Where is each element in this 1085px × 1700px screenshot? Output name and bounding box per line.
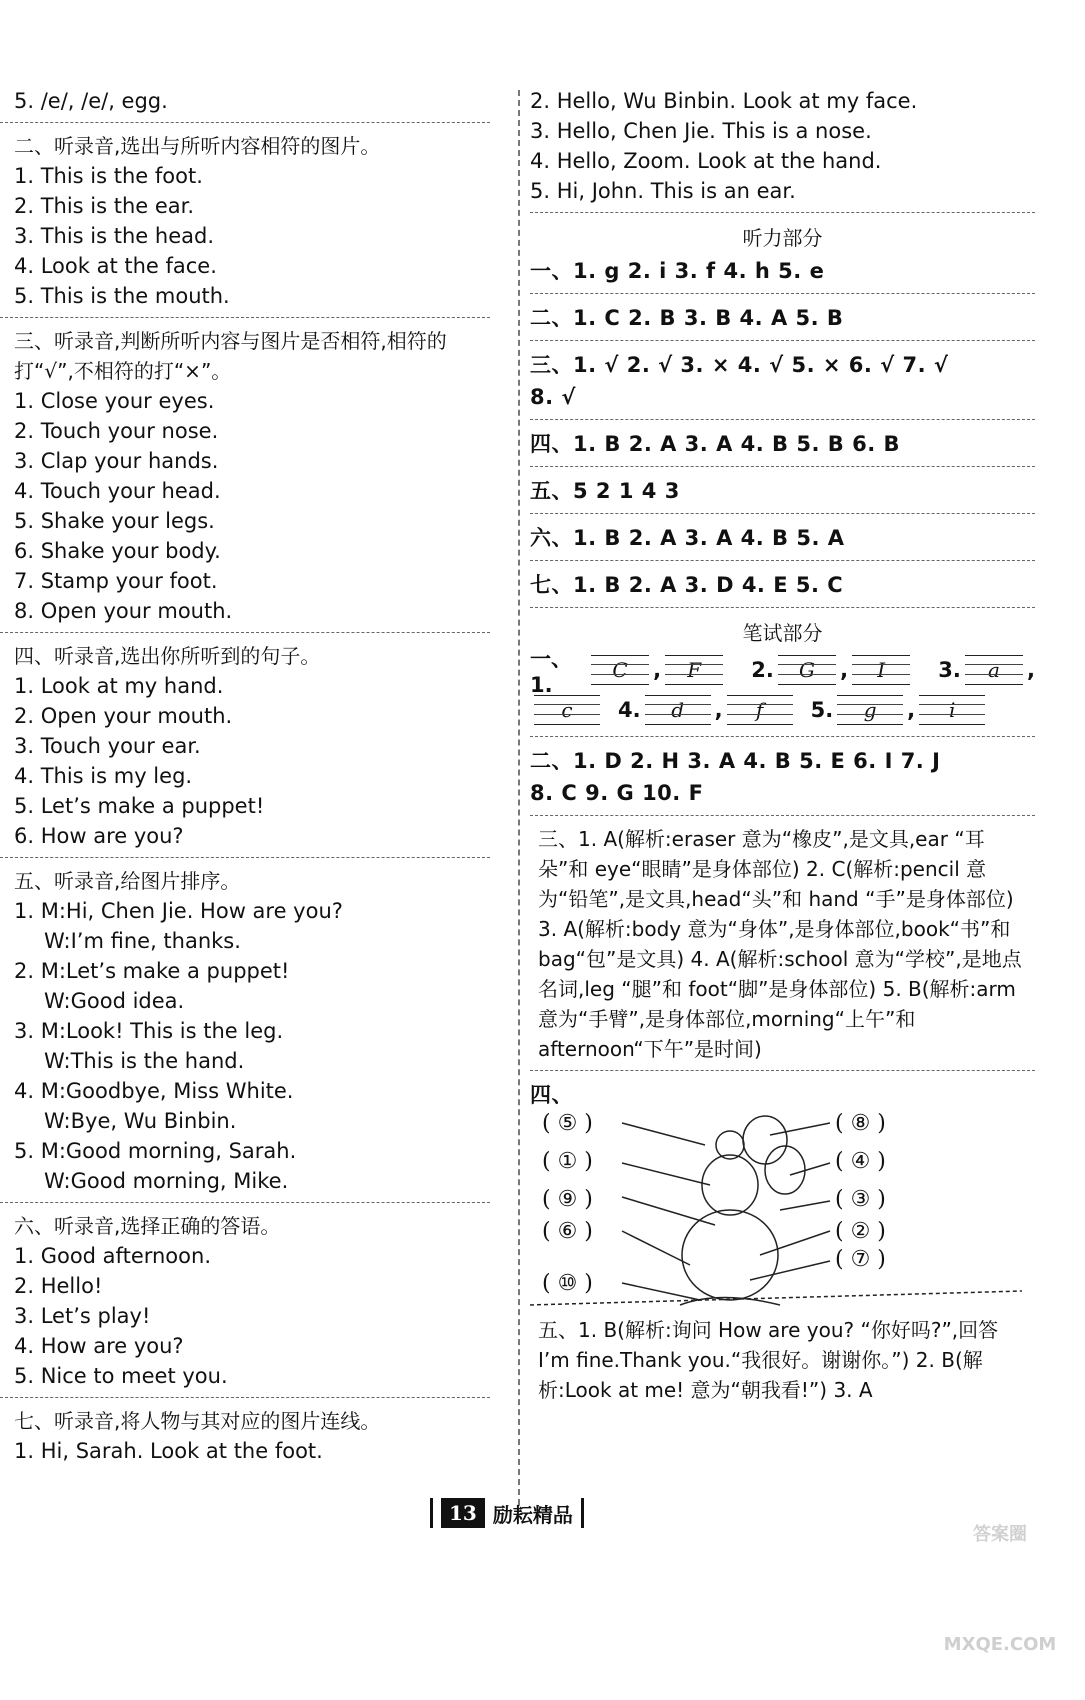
match-left-4: ( ⑥ ) xyxy=(542,1219,593,1244)
section-heading: 六、听录音,选择正确的答语。 xyxy=(14,1214,281,1238)
writing-q1-row1: 一、1. C , F 2. G , I 3. a , xyxy=(530,650,1035,690)
match-right-2: ( ④ ) xyxy=(835,1149,886,1174)
answer-line: 四、1. B 2. A 3. A 4. B 5. B 6. B xyxy=(530,432,900,456)
divider xyxy=(530,513,1035,514)
text-line: 4. Touch your head. xyxy=(14,479,221,503)
divider xyxy=(530,560,1035,561)
writing-q4-label: 四、 xyxy=(530,1083,573,1107)
text-line: W:I’m fine, thanks. xyxy=(44,929,241,953)
handwriting-box: G xyxy=(778,655,836,685)
text-line: 5. Shake your legs. xyxy=(14,509,215,533)
q1-item3-label: 3. xyxy=(938,658,961,682)
column-divider xyxy=(518,90,520,1505)
match-left-3: ( ⑨ ) xyxy=(542,1187,593,1212)
divider xyxy=(530,607,1035,608)
writing-q3: 三、1. A(解析:eraser 意为“橡皮”,是文具,ear “耳朵”和 eye“眼睛”是身体部位) 2. C(解析:pencil 意为“铅笔”,是文具,head“头”和 hand “手”是身体部位) 3. A(解析:body 意为“身体”,是身体部位,book“书”和 bag“包”是文具) 4. A(解析:school 意为“学校”,是地点名词,leg “腿”和 foot“脚”是身体部位) 5. B(解析:arm 意为“手臂”,是身体部位,morning“上午”和 afternoon“下午”是时间) xyxy=(538,827,1022,1061)
divider xyxy=(0,122,490,123)
text-line: 1. Look at my hand. xyxy=(14,674,224,698)
text-line: 4. This is my leg. xyxy=(14,764,193,788)
text-line: 6. Shake your body. xyxy=(14,539,221,563)
text-line: 2. This is the ear. xyxy=(14,194,195,218)
text-line: 5. Let’s make a puppet! xyxy=(14,794,265,818)
answer-line: 五、5 2 1 4 3 xyxy=(530,479,680,503)
q1-item4-label: 4. xyxy=(618,698,641,722)
section-heading: 五、听录音,给图片排序。 xyxy=(14,869,241,893)
answer-line: 8. √ xyxy=(530,385,576,409)
page-footer xyxy=(430,1496,630,1530)
text-line: 4. Look at the face. xyxy=(14,254,217,278)
writing-q5: 五、1. B(解析:询问 How are you? “你好吗?”,回答 I’m fine.Thank you.“我很好。谢谢你。”) 2. B(解析:Look at me! 意为“朝我看!”) 3. A xyxy=(538,1318,999,1402)
text-line: 3. Hello, Chen Jie. This is a nose. xyxy=(530,119,872,143)
text-line: 4. M:Goodbye, Miss White. xyxy=(14,1079,294,1103)
divider xyxy=(530,1070,1035,1071)
divider xyxy=(530,212,1035,213)
section-heading: 七、听录音,将人物与其对应的图片连线。 xyxy=(14,1409,381,1433)
answer-line: 七、1. B 2. A 3. D 4. E 5. C xyxy=(530,573,844,597)
text-line: 4. Hello, Zoom. Look at the hand. xyxy=(530,149,882,173)
divider xyxy=(0,1397,490,1398)
handwriting-box: C xyxy=(591,655,649,685)
match-left-1: ( ⑤ ) xyxy=(542,1111,593,1136)
answer-line: 六、1. B 2. A 3. A 4. B 5. A xyxy=(530,526,845,550)
handwriting-box: F xyxy=(665,655,723,685)
handwriting-box: I xyxy=(852,655,910,685)
text-line: 5. This is the mouth. xyxy=(14,284,230,308)
text-line: 4. How are you? xyxy=(14,1334,184,1358)
writing-q1-row2: c 4. d , f 5. g , i xyxy=(530,690,1035,730)
text-line: 2. Hello! xyxy=(14,1274,103,1298)
clown-illustration xyxy=(530,1115,1035,1315)
match-left-2: ( ① ) xyxy=(542,1149,593,1174)
text-line: 1. Hi, Sarah. Look at the foot. xyxy=(14,1439,323,1463)
handwriting-box: i xyxy=(919,695,985,725)
right-top-lines xyxy=(530,86,1035,206)
watermark: 答案圈 MXQE.COM xyxy=(943,1524,1057,1655)
text-line: 3. Let’s play! xyxy=(14,1304,151,1328)
divider xyxy=(0,1202,490,1203)
brand-name: 励耘精品 xyxy=(492,1502,573,1527)
divider xyxy=(530,340,1035,341)
writing-title: 笔试部分 xyxy=(742,621,823,645)
handwriting-box: c xyxy=(534,695,600,725)
divider xyxy=(0,632,490,633)
answer-line: 一、1. g 2. i 3. f 4. h 5. e xyxy=(530,259,825,283)
answer-line: 二、1. C 2. B 3. B 4. A 5. B xyxy=(530,306,844,330)
text-line: 1. M:Hi, Chen Jie. How are you? xyxy=(14,899,343,923)
divider xyxy=(530,466,1035,467)
text-line: W:Good idea. xyxy=(44,989,185,1013)
text-line: 6. How are you? xyxy=(14,824,184,848)
footer-bar-left xyxy=(430,1498,433,1528)
text-line: 2. Hello, Wu Binbin. Look at my face. xyxy=(530,89,918,113)
section-heading: 三、听录音,判断所听内容与图片是否相符,相符的 xyxy=(14,329,447,353)
left-column xyxy=(0,86,510,1466)
listening-answers xyxy=(530,255,1035,608)
text-line: 5. Nice to meet you. xyxy=(14,1364,228,1388)
text-line: 2. M:Let’s make a puppet! xyxy=(14,959,290,983)
match-right-1: ( ⑧ ) xyxy=(835,1111,886,1136)
divider xyxy=(0,857,490,858)
handwriting-box: f xyxy=(727,695,793,725)
handwriting-box: g xyxy=(837,695,903,725)
handwriting-box: a xyxy=(965,655,1023,685)
text-line: 1. This is the foot. xyxy=(14,164,203,188)
divider xyxy=(530,815,1035,816)
listening-title: 听力部分 xyxy=(742,226,823,250)
writing-q2-line1: 二、1. D 2. H 3. A 4. B 5. E 6. I 7. J xyxy=(530,749,941,773)
section-heading: 二、听录音,选出与所听内容相符的图片。 xyxy=(14,134,381,158)
footer-bar-right xyxy=(581,1498,584,1528)
text-line: 2. Open your mouth. xyxy=(14,704,233,728)
text-line: 3. M:Look! This is the leg. xyxy=(14,1019,284,1043)
page-number: 13 xyxy=(441,1498,485,1528)
text-line: 1. Good afternoon. xyxy=(14,1244,211,1268)
right-column xyxy=(530,86,1035,1405)
q1-item5-label: 5. xyxy=(810,698,834,722)
text-line: 5. M:Good morning, Sarah. xyxy=(14,1139,297,1163)
answer-line: 三、1. √ 2. √ 3. × 4. √ 5. × 6. √ 7. √ xyxy=(530,353,949,377)
section-heading: 打“√”,不相符的打“×”。 xyxy=(14,359,232,383)
divider xyxy=(530,293,1035,294)
text-line: 1. Close your eyes. xyxy=(14,389,215,413)
text-line: 5. Hi, John. This is an ear. xyxy=(530,179,796,203)
text-line: W:Bye, Wu Binbin. xyxy=(44,1109,237,1133)
writing-q2-line2: 8. C 9. G 10. F xyxy=(530,781,704,805)
match-right-3: ( ③ ) xyxy=(835,1187,886,1212)
text-line: 8. Open your mouth. xyxy=(14,599,233,623)
text-line: 7. Stamp your foot. xyxy=(14,569,218,593)
divider xyxy=(0,317,490,318)
match-left-5: ( ⑩ ) xyxy=(542,1271,593,1296)
section-heading: 四、听录音,选出你所听到的句子。 xyxy=(14,644,321,668)
text-line: 3. This is the head. xyxy=(14,224,214,248)
text-line: 5. /e/, /e/, egg. xyxy=(14,89,168,113)
text-line: W:This is the hand. xyxy=(44,1049,245,1073)
match-right-5: ( ⑦ ) xyxy=(835,1247,886,1272)
divider xyxy=(530,419,1035,420)
text-line: 3. Touch your ear. xyxy=(14,734,201,758)
match-right-4: ( ② ) xyxy=(835,1219,886,1244)
text-line: W:Good morning, Mike. xyxy=(44,1169,289,1193)
text-line: 3. Clap your hands. xyxy=(14,449,219,473)
q1-item2-label: 2. xyxy=(751,658,774,682)
matching-figure xyxy=(530,1111,1035,1315)
divider xyxy=(530,736,1035,737)
handwriting-box: d xyxy=(645,695,711,725)
q1-label: 一、1. xyxy=(530,647,572,697)
text-line: 2. Touch your nose. xyxy=(14,419,219,443)
